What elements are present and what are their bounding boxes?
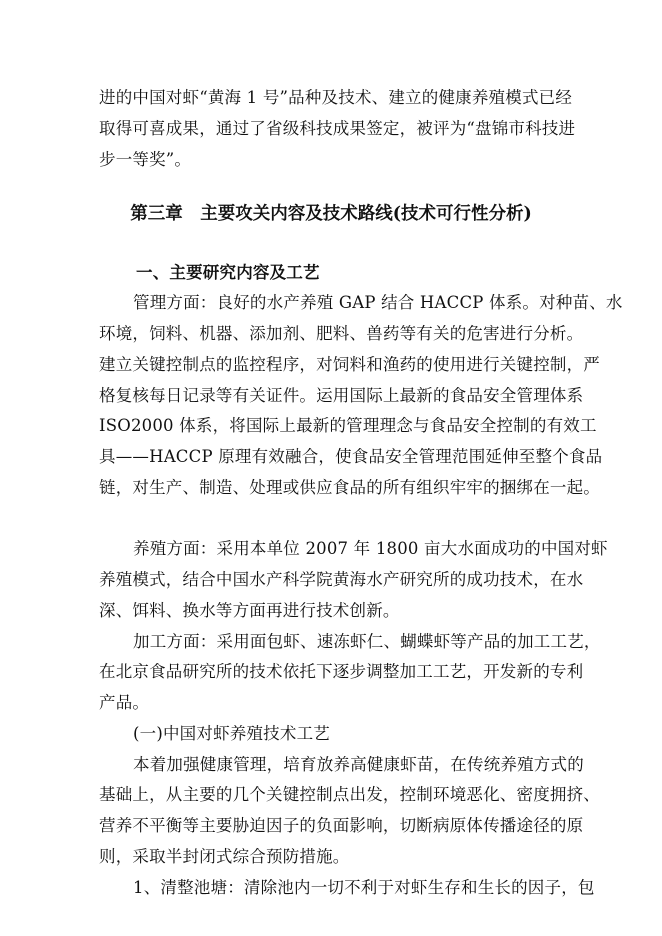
breeding-line-3: 深、饵料、换水等方面再进行技术创新。 bbox=[99, 601, 400, 620]
management-line-6: 具——HACCP 原理有效融合，使食品安全管理范围延伸至整个食品 bbox=[99, 447, 603, 466]
management-line-3: 建立关键控制点的监控程序，对饲料和渔药的使用进行关键控制，严 bbox=[99, 355, 600, 374]
principle-line-2: 基础上，从主要的几个关键控制点出发，控制环境恶化、密度拥挤、 bbox=[99, 785, 600, 804]
management-line-1: 管理方面：良好的水产养殖 GAP 结合 HACCP 体系。对种苗、水 bbox=[133, 293, 623, 312]
management-line-4: 格复核每日记录等有关证件。运用国际上最新的食品安全管理体系 bbox=[99, 386, 584, 405]
principle-line-4: 则，采取半封闭式综合预防措施。 bbox=[99, 847, 350, 866]
management-line-5: ISO2000 体系，将国际上最新的管理理念与食品安全控制的有效工 bbox=[99, 416, 597, 435]
breeding-line-2: 养殖模式，结合中国水产科学院黄海水产研究所的成功技术，在水 bbox=[99, 570, 584, 589]
intro-line-2: 取得可喜成果，通过了省级科技成果签定，被评为“盘锦市科技进 bbox=[99, 119, 576, 138]
management-line-2: 环境，饲料、机器、添加剂、肥料、兽药等有关的危害进行分析。 bbox=[99, 324, 584, 343]
breeding-line-1: 养殖方面：采用本单位 2007 年 1800 亩大水面成功的中国对虾 bbox=[133, 539, 608, 558]
processing-line-1: 加工方面：采用面包虾、速冻虾仁、蝴蝶虾等产品的加工工艺， bbox=[133, 632, 601, 651]
chapter-title: 第三章 主要攻关内容及技术路线(技术可行性分析) bbox=[130, 204, 532, 224]
management-line-7: 链，对生产、制造、处理或供应食品的所有组织牢牢的捆绑在一起。 bbox=[99, 478, 600, 497]
principle-line-3: 营养不平衡等主要胁迫因子的负面影响，切断病原体传播途径的原 bbox=[99, 816, 584, 835]
subsection-title: (一)中国对虾养殖技术工艺 bbox=[133, 724, 330, 743]
processing-line-2: 在北京食品研究所的技术依托下逐步调整加工工艺，开发新的专利 bbox=[99, 662, 584, 681]
principle-line-1: 本着加强健康管理，培育放养高健康虾苗，在传统养殖方式的 bbox=[133, 755, 584, 774]
processing-line-3: 产品。 bbox=[99, 693, 150, 712]
intro-line-3: 步一等奖”。 bbox=[99, 150, 192, 169]
intro-line-1: 进的中国对虾“黄海 1 号”品种及技术、建立的健康养殖模式已经 bbox=[99, 88, 573, 107]
step-line-1: 1、清整池塘：清除池内一切不利于对虾生存和生长的因子，包 bbox=[133, 878, 595, 897]
section-title: 一、主要研究内容及工艺 bbox=[136, 263, 320, 282]
